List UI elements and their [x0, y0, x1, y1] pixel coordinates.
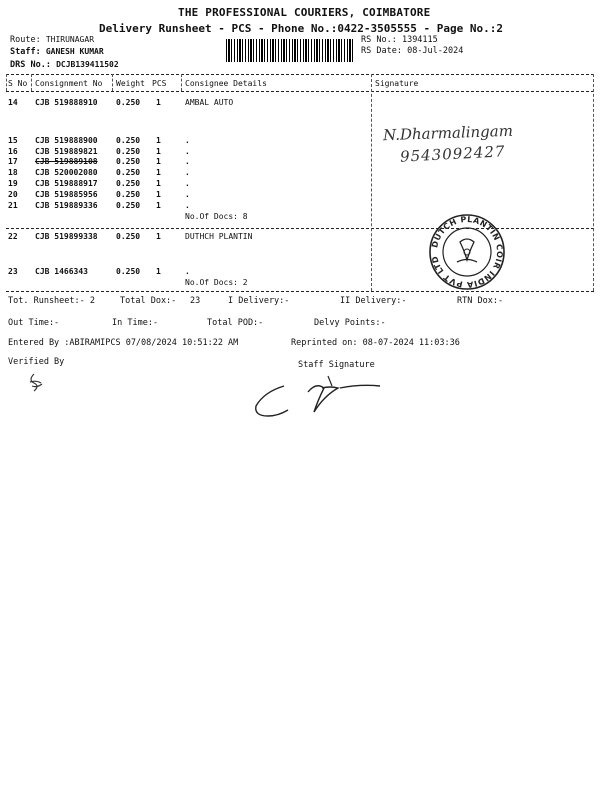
docs-count: No.Of Docs: 8: [185, 212, 248, 221]
header-sno: S No: [8, 79, 28, 88]
row-detail: .: [185, 136, 190, 145]
row-pcs: 1: [156, 98, 161, 107]
rs-date-value: 08-Jul-2024: [407, 46, 464, 56]
drs-value: DCJB139411502: [56, 60, 119, 69]
ii-delivery: II Delivery:-: [340, 296, 407, 306]
row-weight: 0.250: [116, 267, 141, 276]
row-weight: 0.250: [116, 190, 141, 199]
entered-by: Entered By :ABIRAMIPCS 07/08/2024 10:51:22 AM: [8, 338, 239, 348]
table-top-rule: [6, 74, 594, 75]
header-pcs: PCS: [152, 79, 167, 88]
table-row: [0, 157, 600, 168]
row-consignment: CJB 520002080: [35, 168, 98, 177]
company-title: THE PROFESSIONAL COURIERS, COIMBATORE: [178, 6, 431, 19]
row-sno: 22: [8, 232, 18, 241]
row-weight: 0.250: [116, 179, 141, 188]
rs-no-label: RS No.:: [361, 35, 397, 45]
row-weight: 0.250: [116, 147, 141, 156]
handwritten-receiver-phone: 9543092427: [399, 142, 506, 166]
table-row: [0, 168, 600, 179]
rtn-dox: RTN Dox:-: [457, 296, 504, 306]
tot-runsheet: Tot. Runsheet:- 2: [8, 296, 95, 306]
row-sno: 21: [8, 201, 18, 210]
handwritten-receiver-name: N.Dharmalingam: [382, 121, 514, 145]
svg-text:DUTCH PLANTIN COIR INDIA PVT L: DUTCH PLANTIN COIR INDIA PVT LTD: [430, 214, 505, 290]
company-stamp: [427, 212, 507, 292]
row-pcs: 1: [156, 157, 161, 166]
staff-signature-image: [250, 372, 410, 422]
runsheet-subtitle: Delivery Runsheet - PCS - Phone No.:0422-3505555 - Page No.:2: [99, 22, 503, 35]
row-weight: 0.250: [116, 136, 141, 145]
barcode-image: [226, 39, 354, 62]
table-header-rule: [6, 91, 594, 92]
row-detail: .: [185, 267, 190, 276]
table-row: [0, 98, 600, 109]
row-weight: 0.250: [116, 232, 141, 241]
row-detail: .: [185, 179, 190, 188]
staff-signature-label: Staff Signature: [298, 360, 375, 370]
row-weight: 0.250: [116, 98, 141, 107]
rs-no-value: 1394115: [401, 35, 438, 45]
header-signature: Signature: [375, 79, 419, 88]
reprinted-on: Reprinted on: 08-07-2024 11:03:36: [291, 338, 460, 348]
row-detail: .: [185, 168, 190, 177]
rs-date-line: [361, 46, 463, 56]
drs-line: [10, 60, 119, 70]
in-time: In Time:-: [112, 318, 159, 328]
out-time: Out Time:-: [8, 318, 60, 328]
staff-label: Staff:: [10, 47, 41, 57]
row-sno: 20: [8, 190, 18, 199]
row-sno: 17: [8, 157, 18, 166]
header-consignment: Consignment No: [35, 79, 103, 88]
table-header-row: [0, 79, 600, 90]
row-consignment: CJB 1466343: [35, 267, 88, 276]
total-dox-value: 23: [190, 296, 201, 306]
verified-by-label: Verified By: [8, 357, 65, 367]
row-detail: .: [185, 147, 190, 156]
row-detail: .: [185, 190, 190, 199]
row-weight: 0.250: [116, 168, 141, 177]
route-line: [10, 35, 94, 45]
route-label: Route:: [10, 35, 41, 45]
table-row: [0, 190, 600, 201]
table-row: [0, 201, 600, 212]
consignee-name: AMBAL AUTO: [185, 98, 234, 107]
route-value: THIRUNAGAR: [45, 35, 95, 44]
table-row: [0, 232, 600, 243]
staff-value: GANESH KUMAR: [45, 47, 104, 56]
row-weight: 0.250: [116, 201, 141, 210]
row-consignment: CJB 519899338: [35, 232, 98, 241]
verified-initials-signature: [26, 372, 46, 394]
row-consignment: CJB 519888917: [35, 179, 98, 188]
docs-count-row: [0, 212, 600, 223]
row-consignment: CJB 519889336: [35, 201, 98, 210]
row-detail: .: [185, 201, 190, 210]
row-pcs: 1: [156, 190, 161, 199]
rs-no-line: [361, 35, 438, 45]
table-row: [0, 267, 600, 278]
docs-count: No.Of Docs: 2: [185, 278, 248, 287]
row-sno: 19: [8, 179, 18, 188]
row-sno: 14: [8, 98, 18, 107]
row-consignment: CJB 519889821: [35, 147, 98, 156]
row-pcs: 1: [156, 147, 161, 156]
row-pcs: 1: [156, 232, 161, 241]
row-detail: .: [185, 157, 190, 166]
row-pcs: 1: [156, 179, 161, 188]
row-consignment: CJB 519885956: [35, 190, 98, 199]
table-row: [0, 179, 600, 190]
rs-date-label: RS Date:: [361, 46, 402, 56]
consignee-name: DUTHCH PLANTIN: [185, 232, 253, 241]
row-consignment: CJB 519888900: [35, 136, 98, 145]
header-weight: Weight: [116, 79, 145, 88]
drs-label: DRS No.:: [10, 60, 51, 70]
row-pcs: 1: [156, 136, 161, 145]
row-pcs: 1: [156, 267, 161, 276]
row-pcs: 1: [156, 168, 161, 177]
row-consignment: CJB 519888910: [35, 98, 98, 107]
staff-line: [10, 47, 104, 57]
delvy-points: Delvy Points:-: [314, 318, 386, 328]
total-dox-label: Total Dox:-: [120, 296, 177, 306]
i-delivery: I Delivery:-: [228, 296, 290, 306]
total-pod: Total POD:-: [207, 318, 264, 328]
row-sno: 16: [8, 147, 18, 156]
row-sno: 18: [8, 168, 18, 177]
docs-count-row: [0, 278, 600, 289]
row-consignment: CJB 519889108: [35, 157, 98, 166]
row-sno: 23: [8, 267, 18, 276]
header-consignee: Consignee Details: [185, 79, 267, 88]
row-sno: 15: [8, 136, 18, 145]
row-pcs: 1: [156, 201, 161, 210]
row-weight: 0.250: [116, 157, 141, 166]
